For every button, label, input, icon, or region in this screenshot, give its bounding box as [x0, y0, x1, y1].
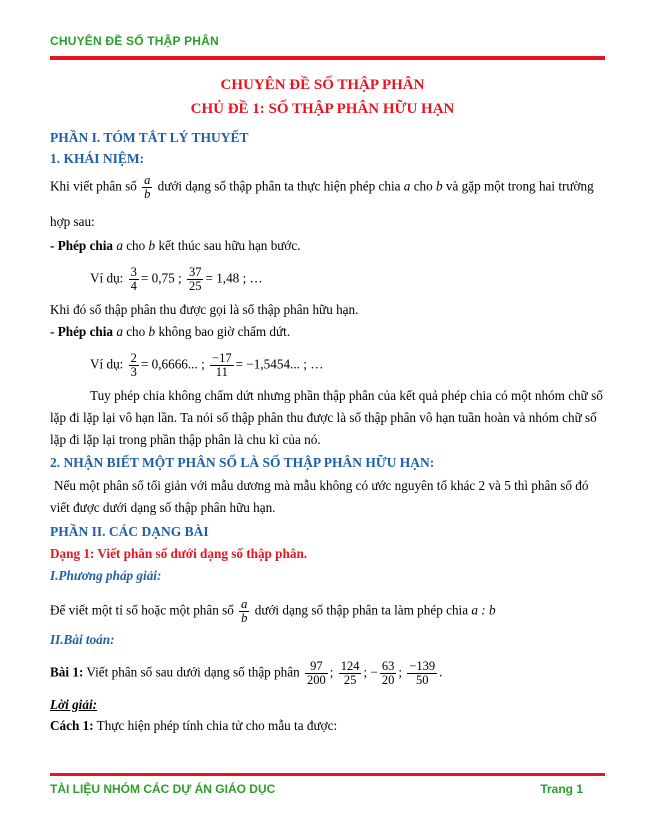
page-number: Trang 1 — [540, 782, 583, 796]
var-b: b — [148, 238, 156, 253]
frac-den: 3 — [130, 365, 137, 379]
example1-line — [90, 266, 605, 293]
example2-label: Ví dụ: — [90, 356, 124, 372]
frac-num: 124 — [340, 659, 360, 673]
example2-result-2: = −1,5454... ; … — [235, 356, 324, 372]
frac-den: 4 — [130, 279, 137, 293]
var-b: b — [436, 178, 443, 194]
method1-text: Thực hiện phép tính chia tử cho mẫu ta được: — [96, 718, 338, 733]
case2-text-a: - Phép chia — [50, 324, 114, 339]
var-a: a — [116, 238, 123, 253]
example2-fraction-1 — [129, 352, 139, 379]
example1-fraction-2 — [187, 266, 204, 293]
intro-text-b: dưới dạng số thập phân ta thực hiện phép chia — [157, 178, 401, 194]
sec2-text-line-1 — [54, 478, 605, 494]
frac-den: 11 — [215, 365, 228, 379]
problem1-line — [50, 660, 605, 687]
problem1-text: Viết phân số sau dưới dạng số thập phân — [86, 664, 300, 680]
example1-result-1: = 0,75 ; — [140, 270, 182, 286]
fraction-a-over-b — [239, 598, 249, 625]
separator: ; — [329, 664, 334, 680]
var-a: a — [403, 178, 411, 194]
footer-left-text: TÀI LIỆU NHÓM CÁC DỰ ÁN GIÁO DỤC — [50, 782, 276, 796]
sec2-number-2: 2 — [478, 478, 486, 493]
problem1-fraction-1 — [305, 660, 328, 687]
intro-line-2: hợp sau: — [50, 214, 95, 229]
intro-text-c: cho — [413, 178, 433, 194]
document-subtitle: CHỦ ĐỀ 1: SỐ THẬP PHÂN HỮU HẠN — [190, 101, 455, 117]
case2-line — [50, 324, 605, 340]
problem1-fraction-2 — [339, 660, 362, 687]
example1-fraction-1 — [129, 266, 139, 293]
problem1-fraction-4 — [407, 660, 437, 687]
frac-num: 63 — [381, 659, 395, 673]
case1-text-b: cho — [126, 238, 146, 253]
frac-den: b — [144, 187, 151, 201]
frac-den: 25 — [188, 279, 202, 293]
example1-label: Ví dụ: — [90, 270, 124, 286]
problems-heading: II.Bài toán: — [50, 632, 115, 647]
method-line — [50, 598, 605, 625]
example1-result-2: = 1,48 ; … — [205, 270, 263, 286]
sec2-number-5: 5 — [504, 478, 511, 493]
sec2-text-c: và — [488, 478, 501, 493]
intro-line — [50, 174, 605, 201]
method1-label: Cách 1: — [50, 718, 94, 733]
end-period: . — [439, 664, 443, 680]
case1-text-a: - Phép chia — [50, 238, 114, 253]
frac-num: −17 — [212, 351, 232, 365]
frac-num: a — [144, 173, 151, 187]
case1-text-c: kết thúc sau hữu hạn bước. — [158, 238, 301, 253]
sec1-heading: 1. KHÁI NIỆM: — [50, 151, 145, 166]
var-a: a — [116, 324, 123, 339]
var-b: b — [148, 324, 156, 339]
problem1-label: Bài 1: — [50, 664, 84, 680]
frac-num: −139 — [409, 659, 436, 673]
frac-num: 97 — [305, 660, 328, 674]
sec2-text-e: thì phân số đó — [514, 478, 589, 493]
solution-heading: Lời giải: — [50, 697, 97, 712]
case2-text-b: cho — [126, 324, 146, 339]
intro-text-a: Khi viết phân số — [50, 178, 137, 194]
case2-text-c: không bao giờ chấm dứt. — [158, 324, 291, 339]
part2-heading: PHẦN II. CÁC DẠNG BÀI — [50, 524, 209, 539]
separator: ; — [398, 664, 403, 680]
frac-den: 20 — [381, 673, 395, 687]
paragraph-line-3: lặp đi lặp lại trong phần thập phân là chu kì của nó. — [50, 432, 321, 447]
example2-line — [90, 352, 605, 379]
frac-num: 37 — [188, 265, 202, 279]
case1-conclusion: Khi đó số thập phân thu được gọi là số thập phân hữu hạn. — [50, 302, 359, 317]
frac-den: 200 — [307, 673, 326, 687]
intro-text-d: và gặp một trong hai trường — [445, 178, 594, 194]
separator: ; — [363, 664, 368, 680]
header-rule — [50, 56, 605, 60]
document-title: CHUYÊN ĐỀ SỐ THẬP PHÂN — [220, 77, 425, 93]
example2-result-1: = 0,6666... ; — [140, 356, 205, 372]
footer-rule — [50, 773, 605, 776]
paragraph-line-2: lặp đi lặp lại vô hạn lần. Ta nói số thập phân thu được là số thập phân vô hạn tuần hoàn và nhóm chữ số — [50, 410, 597, 425]
sec2-text-line-2: viết được dưới dạng số thập phân hữu hạn. — [50, 500, 276, 515]
fraction-a-over-b — [142, 174, 152, 201]
part1-heading: PHẦN I. TÓM TẮT LÝ THUYẾT — [50, 130, 249, 145]
case1-line — [50, 238, 605, 254]
frac-den: 25 — [343, 673, 357, 687]
sec2-heading: 2. NHẬN BIẾT MỘT PHÂN SỐ LÀ SỐ THẬP PHÂN HỮU HẠN: — [50, 455, 435, 470]
frac-num: 2 — [130, 351, 137, 365]
method-text-a: Để viết một tỉ số hoặc một phân số — [50, 602, 234, 618]
frac-den: 50 — [416, 673, 429, 687]
form1-heading: Dạng 1: Viết phân số dưới dạng số thập phân. — [50, 546, 308, 561]
frac-num: 3 — [130, 265, 137, 279]
minus-sign: − — [370, 664, 378, 680]
header-title: CHUYÊN ĐỀ SỐ THẬP PHÂN — [50, 34, 219, 48]
frac-den: b — [241, 611, 248, 625]
method-heading: I.Phương pháp giải: — [50, 568, 162, 583]
paragraph-line-1: Tuy phép chia không chấm dứt nhưng phần thập phân của kết quả phép chia có một nhóm chữ số — [90, 388, 603, 403]
sec2-text-a: Nếu một phân số tối giản với mẫu dương mà mẫu không có ước nguyên tố khác — [54, 478, 476, 493]
method-text-b: dưới dạng số thập phân ta làm phép chia — [254, 602, 469, 618]
method-expression: a : b — [471, 602, 496, 618]
example2-fraction-2 — [210, 352, 234, 379]
frac-num: a — [241, 597, 248, 611]
method1-line — [50, 718, 605, 734]
problem1-fraction-3 — [380, 660, 397, 687]
